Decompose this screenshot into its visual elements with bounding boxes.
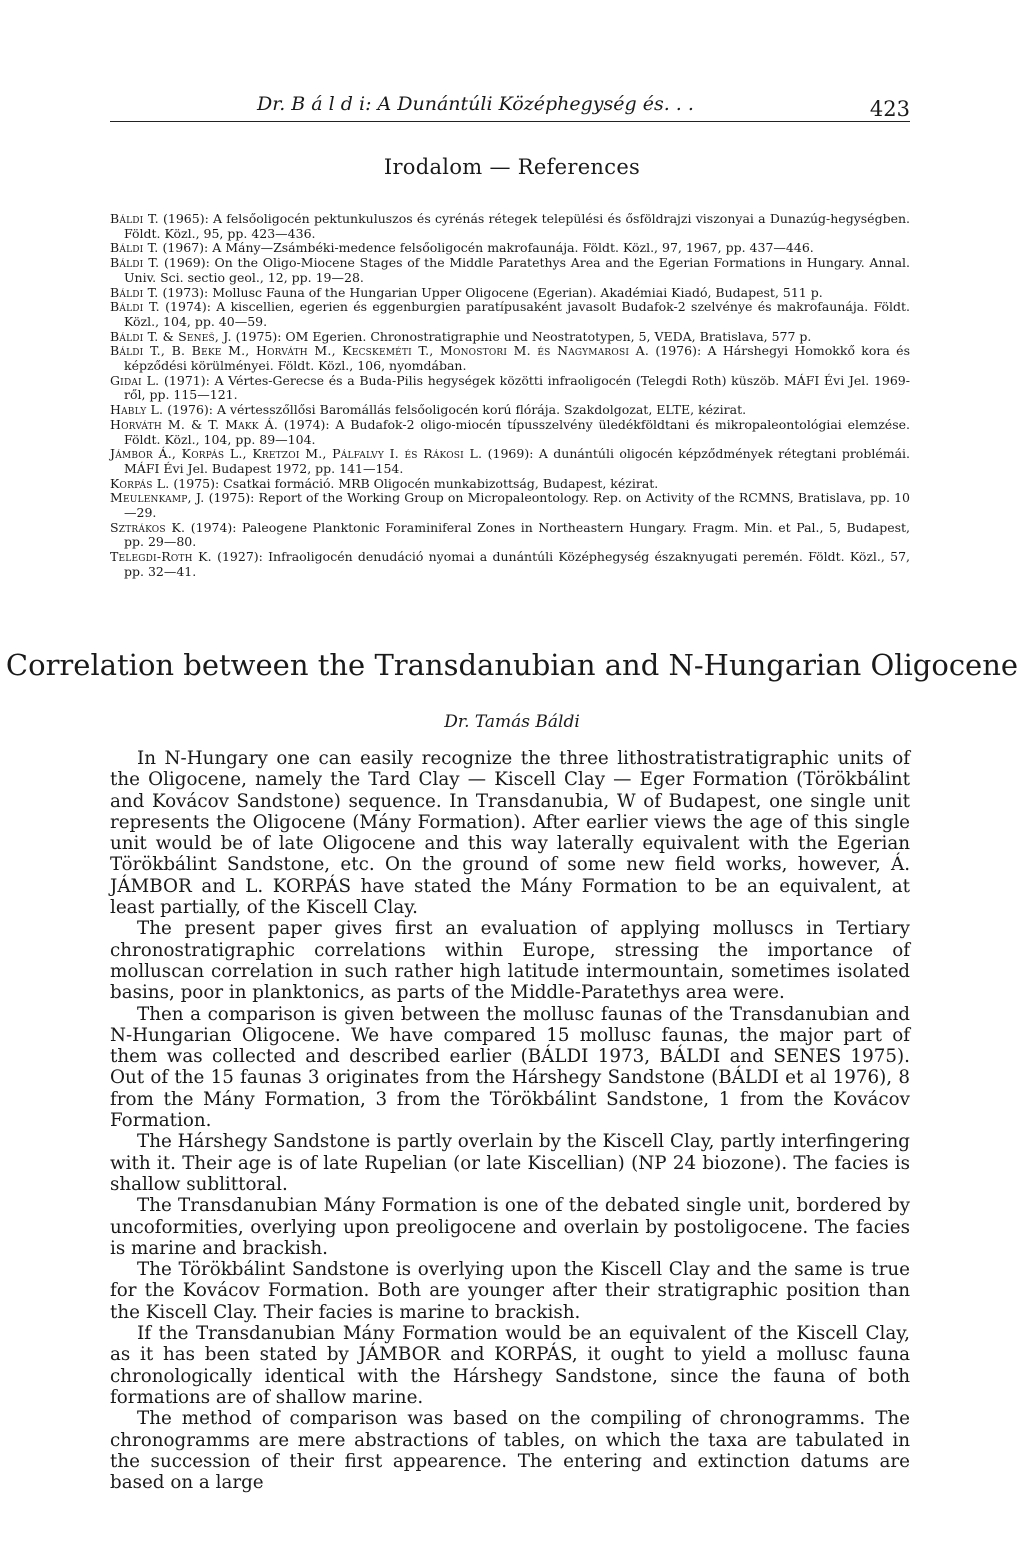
body-paragraph: In N-Hungary one can easily recognize the three lithostratistratigraphic units of the Oligocene, namely the Tard Clay — Kiscell Clay — Eger Formation (Törökbálint and Kovácov Sandstone) sequence. In Transdanubia, W of Budapest, one single unit represents the Oligocene (Mány Formation). After earlier views the age of this single unit would be of late Oligocene and this way laterally equivalent with the Egerian Törökbálint Sandstone, etc. On the ground of some new field works, however, Á. JÁMBOR and L. KORPÁS have stated the Mány Formation to be an equivalent, at least partially, of the Kiscell Clay. — [110, 748, 910, 919]
reference-text: (1969): On the Oligo-Miocene Stages of the Middle Paratethys Area and the Egerian Formations in Hungary. Annal. Univ. Sci. sectio geol., 12, pp. 19—28. — [124, 255, 910, 285]
reference-entry — [110, 374, 910, 403]
reference-text: (1974): A Budafok-2 oligo-miocén típusszelvény üledékföldtani és mikropaleontológiai elemzése. Földt. Közl., 104, pp. 89—104. — [124, 416, 910, 447]
reference-text: (1974): Paleogene Planktonic Foraminiferal Zones in Northeastern Hungary. Fragm. Min. et Pal., 5, Budapest, pp. 29—80. — [124, 519, 910, 550]
reference-text: (1973): Mollusc Fauna of the Hungarian Upper Oligocene (Egerian). Akadémiai Kiadó, Budapest, 511 p. — [162, 284, 823, 300]
reference-entry — [110, 521, 910, 550]
body-paragraph: If the Transdanubian Mány Formation would be an equivalent of the Kiscell Clay, as it has been stated by JÁMBOR and KORPÁS, it ought to yield a mollusc fauna chronologically identical with the Hárshegy Sandstone, since the fauna of both formations are of shallow marine. — [110, 1323, 910, 1408]
reference-entry — [110, 286, 910, 301]
body-paragraph: The present paper gives first an evaluation of applying molluscs in Tertiary chronostratigraphic correlations within Europe, stressing the importance of molluscan correlation in such rather high latitude intermountain, sometimes isolated basins, poor in planktonics, as parts of the Middle-Paratethys area were. — [110, 918, 910, 1004]
reference-text: (1927): Infraoligocén denudáció nyomai a dunántúli Középhegység északnyugati peremén. Földt. Közl., 57, pp. 32—41. — [124, 549, 910, 579]
reference-author: Hably L. — [110, 402, 164, 418]
reference-author: Báldi T. & Seneš, J. — [110, 328, 232, 344]
reference-entry — [110, 212, 910, 241]
reference-entry — [110, 256, 910, 285]
reference-text: (1976): A Hárshegyi Homokkő kora és képződési körülményei. Földt. Közl., 106, nyomdában. — [124, 343, 910, 374]
body-paragraph: The Hárshegy Sandstone is partly overlain by the Kiscell Clay, partly interfingering with it. Their age is of late Rupelian (or late Kiscellian) (NP 24 biozone). The facies is shallow sublittoral. — [110, 1131, 910, 1195]
reference-entry — [110, 344, 910, 373]
reference-text: (1967): A Mány—Zsámbéki-medence felsőoligocén makrofaunája. Földt. Közl., 97, 1967, pp. 437—446. — [162, 240, 814, 256]
body-paragraph: Then a comparison is given between the mollusc faunas of the Transdanubian and N-Hungarian Oligocene. We have compared 15 mollusc faunas, the major part of them was collected and described earlier (BÁLDI 1973, BÁLDI and SENES 1975). Out of the 15 faunas 3 originates from the Hárshegy Sandstone (BÁLDI et al 1976), 8 from the Mány Formation, 3 from the Törökbálint Sandstone, 1 from the Kovácov Formation. — [110, 1003, 910, 1132]
reference-entry — [110, 550, 910, 579]
running-head — [110, 93, 910, 123]
reference-entry — [110, 418, 910, 447]
reference-list — [110, 212, 910, 580]
reference-author: Báldi T. — [110, 211, 159, 226]
reference-author: Báldi T. — [110, 240, 159, 256]
page-number: 423 — [869, 97, 910, 121]
reference-author: Báldi T. — [110, 255, 160, 271]
reference-author: Telegdi-Roth K. — [110, 549, 212, 565]
reference-entry — [110, 330, 910, 345]
reference-entry — [110, 403, 910, 418]
article-byline: Dr. Tamás Báldi — [444, 712, 580, 732]
reference-author: Báldi T., B. Beke M., Horváth M., Kecskeméti T., Monostori M. és Nagymarosi A. — [110, 343, 650, 359]
body-paragraph: The Transdanubian Mány Formation is one of the debated single unit, bordered by uncoformities, overlying upon preoligocene and overlain by postoligocene. The facies is marine and brackish. — [110, 1195, 910, 1259]
reference-author: Gidai L. — [110, 372, 160, 388]
reference-author: Báldi T. — [110, 299, 160, 315]
reference-author: Báldi T. — [110, 284, 159, 300]
reference-text: (1974): A kiscellien, egerien és eggenburgien paratípusaként javasolt Budafok-2 szelvénye és makrofaunája. Földt. Közl., 104, pp. 40—59. — [124, 299, 910, 329]
reference-text: (1969): A dunántúli oligocén képződmények rétegtani problémái. MÁFI Évi Jel. Budapest 1972, pp. 141—154. — [124, 446, 910, 476]
reference-entry — [110, 477, 910, 492]
reference-entry — [110, 447, 910, 476]
running-head-title: Dr. B á l d i: A Dunántúli Középhegység és. . . — [257, 93, 694, 115]
reference-text: (1975): OM Egerien. Chronostratigraphie und Neostratotypen, 5, VEDA, Bratislava, 577 p. — [235, 328, 812, 344]
reference-author: Meulenkamp, J. — [110, 490, 205, 506]
body-paragraph: The method of comparison was based on the compiling of chronogramms. The chronogramms are mere abstractions of tables, on which the taxa are tabulated in the succession of their first appearence. The entering and extinction datums are based on a large — [110, 1408, 910, 1494]
reference-text: (1971): A Vértes-Gerecse és a Buda-Pilis hegységek közötti infraoligocén (Telegdi Roth) küszöb. MÁFI Évi Jel. 1969-ről, pp. 115—121. — [124, 372, 910, 403]
body-paragraph: The Törökbálint Sandstone is overlying upon the Kiscell Clay and the same is true for the Kovácov Formation. Both are younger after their stratigraphic position than the Kiscell Clay. Their facies is marine to brackish. — [110, 1259, 910, 1323]
reference-text: (1975): Report of the Working Group on Micropaleontology. Rep. on Activity of the RCMNS, Bratislava, pp. 10—29. — [124, 490, 911, 521]
reference-entry — [110, 300, 910, 329]
reference-text: (1976): A vértesszőllősi Baromállás felsőoligocén korú flórája. Szakdolgozat, ELTE, kézirat. — [167, 402, 747, 418]
references-heading: Irodalom — References — [383, 155, 641, 179]
reference-author: Sztrákos K. — [110, 519, 186, 535]
reference-author: Jámbor Á., Korpás L., Kretzoi M., Pálfalvy I. és Rákosi L. — [110, 446, 483, 462]
reference-entry — [110, 241, 910, 256]
header-rule — [110, 121, 910, 122]
reference-entry — [110, 491, 910, 520]
reference-author: Horváth M. & T. Makk Á. — [110, 416, 279, 432]
reference-text: (1975): Csatkai formáció. MRB Oligocén munkabizottság, Budapest, kézirat. — [173, 475, 659, 491]
reference-text: (1965): A felsőoligocén pektunkuluszos és cyrénás rétegek települési és ősföldrajzi viszonyai a Dunazúg-hegységben. Földt. Közl., 95, pp. 423—436. — [124, 211, 911, 241]
reference-author: Korpás L. — [110, 475, 170, 491]
article-body — [110, 740, 910, 1493]
article-title: Correlation between the Transdanubian and N-Hungarian Oligocene — [5, 648, 1019, 682]
